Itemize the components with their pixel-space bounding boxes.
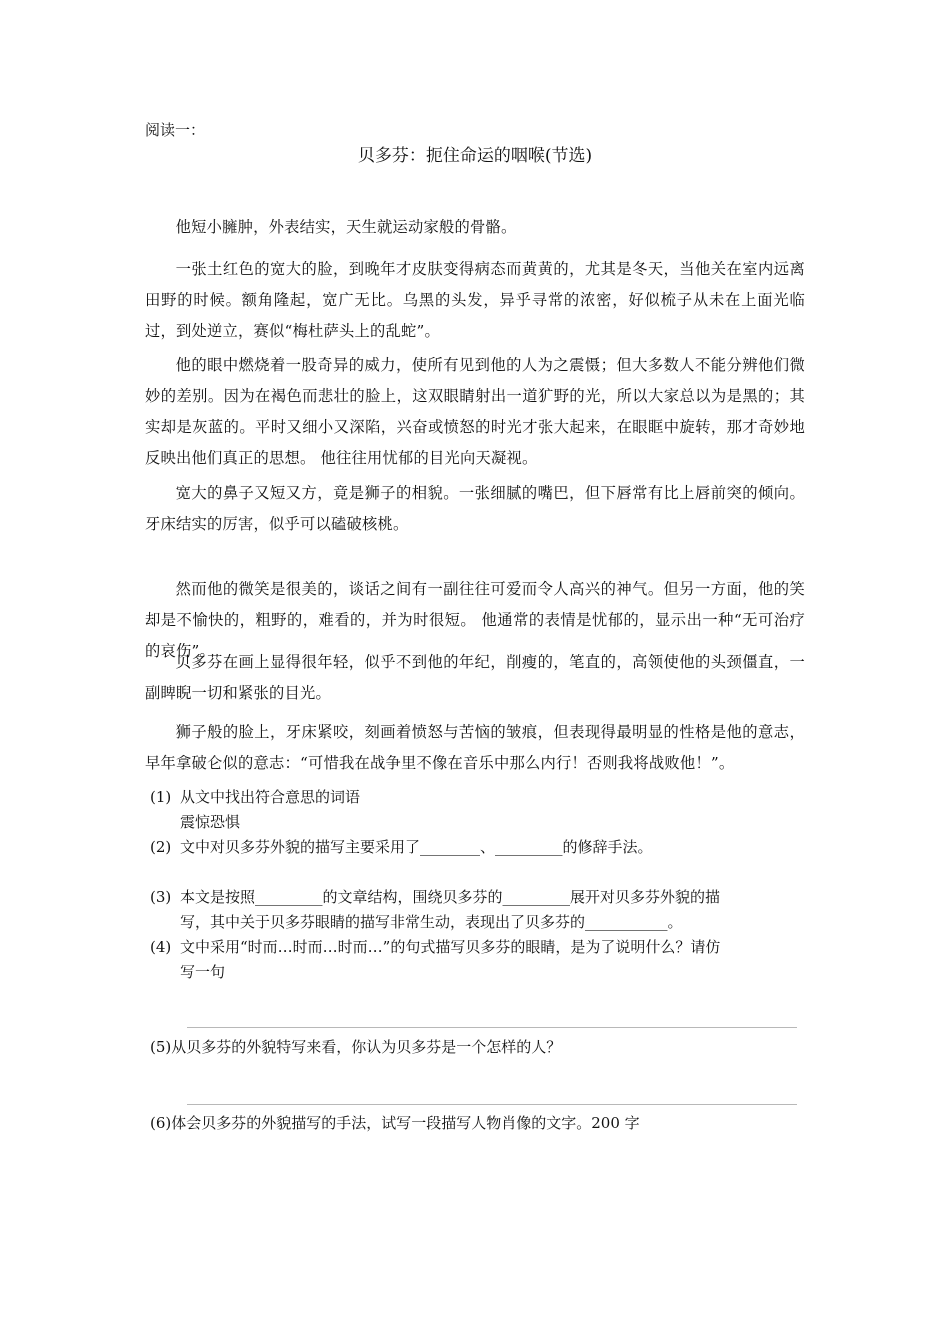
question-6-text: (6)体会贝多芬的外貌描写的手法，试写一段描写人物肖像的文字。200 字	[150, 1114, 640, 1132]
paragraph-4: 宽大的鼻子又短又方，竟是狮子的相貌。一张细腻的嘴巴，但下唇常有比上唇前突的倾向。牙床结实的厉害，似乎可以磕破核桃。	[145, 484, 805, 533]
section-label: 阅读一：	[145, 121, 206, 139]
question-2-text: 文中对贝多芬外貌的描写主要采用了________、_________的修辞手法。	[180, 838, 653, 856]
question-2-number: (2)	[150, 838, 172, 856]
paragraph-1: 他短小臃肿，外表结实，天生就运动家般的骨骼。	[175, 218, 517, 236]
question-3-continuation: 写，其中关于贝多芬眼睛的描写非常生动，表现出了贝多芬的___________。	[180, 913, 683, 931]
answer-line-2[interactable]	[187, 1104, 797, 1105]
paragraph-6: 贝多芬在画上显得很年轻，似乎不到他的年纪，削瘦的，笔直的，高领使他的头颈僵直，一副睥睨一切和紧张的目光。	[145, 653, 805, 702]
question-4-number: (4)	[150, 938, 172, 956]
article-title: 贝多芬：扼住命运的咽喉(节选)	[357, 146, 593, 166]
question-3	[150, 885, 805, 935]
question-1-number: (1)	[150, 788, 172, 806]
question-5	[150, 1035, 805, 1060]
paragraph-7: 狮子般的脸上，牙床紧咬，刻画着愤怒与苦恼的皱痕，但表现得最明显的性格是他的意志，早年拿破仑似的意志：“可惜我在战争里不像在音乐中那么内行！否则我将战败他！”。	[145, 723, 805, 772]
paragraph-3: 他的眼中燃烧着一股奇异的威力，使所有见到他的人为之震慑；但大多数人不能分辨他们微妙的差别。因为在褐色而悲壮的脸上，这双眼睛射出一道犷野的光，所以大家总以为是黑的；其实却是灰蓝的。平时又细小又深陷，兴奋或愤怒的时光才张大起来，在眼眶中旋转，那才奇妙地反映出他们真正的思想。 他往往用忧郁的目光向天凝视。	[145, 356, 805, 467]
question-5-text: (5)从贝多芬的外貌特写来看，你认为贝多芬是一个怎样的人？	[150, 1038, 562, 1056]
answer-line-1[interactable]	[187, 1027, 797, 1028]
question-1-sub: 震惊恐惧	[180, 813, 241, 831]
question-4	[150, 935, 805, 985]
question-1-text: 从文中找出符合意思的词语	[180, 788, 361, 806]
paragraph-2: 一张土红色的宽大的脸，到晚年才皮肤变得病态而黄黄的，尤其是冬天，当他关在室内远离田野的时候。额角隆起，宽广无比。乌黑的头发，异乎寻常的浓密，好似梳子从未在上面光临过，到处逆立，赛似“梅杜萨头上的乱蛇”。	[145, 260, 805, 340]
paragraph-5: 然而他的微笑是很美的，谈话之间有一副往往可爱而令人高兴的神气。但另一方面，他的笑却是不愉快的，粗野的，难看的，并为时很短。 他通常的表情是忧郁的，显示出一种“无可治疗的哀伤”。	[145, 580, 805, 660]
question-2	[150, 835, 805, 860]
question-3-number: (3)	[150, 888, 172, 906]
question-6	[150, 1111, 805, 1136]
question-4-continuation: 写一句	[180, 963, 226, 981]
question-3-text: 本文是按照_________的文章结构，围绕贝多芬的_________展开对贝多芬外貌的描	[180, 888, 721, 906]
question-4-text: 文中采用“时而…时而…时而…”的句式描写贝多芬的眼睛，是为了说明什么？请仿	[180, 938, 721, 956]
question-1	[150, 785, 805, 835]
